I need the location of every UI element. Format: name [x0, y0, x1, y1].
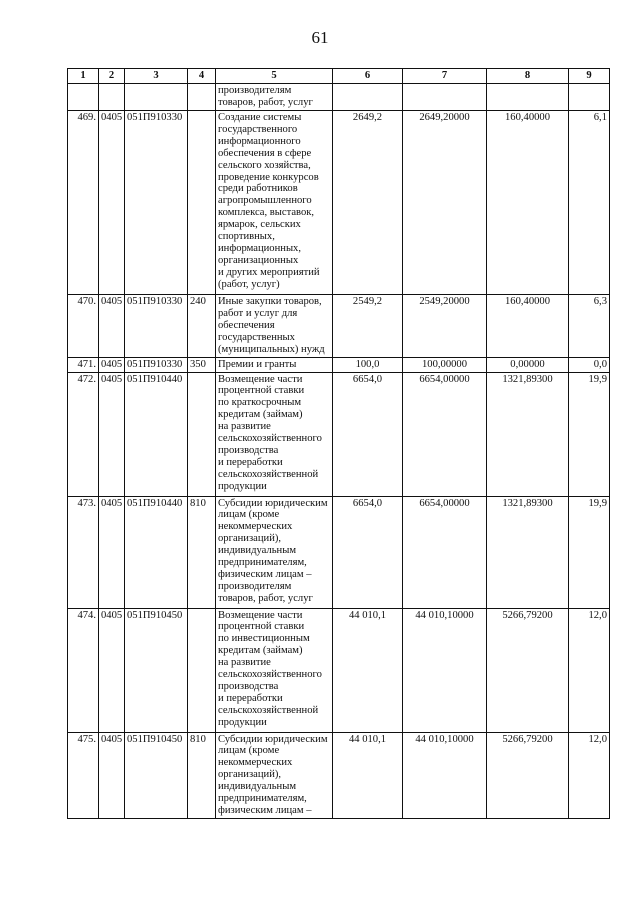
description-line: информационного — [218, 135, 301, 147]
description-line: организаций), — [218, 769, 282, 781]
description-line: производства — [218, 680, 279, 692]
description-line: на развитие — [218, 421, 271, 433]
planned-amount-cell: 44 010,1 — [333, 732, 403, 818]
description-line: процентной ставки — [218, 385, 305, 397]
target-article-cell: 051П910440 — [125, 496, 188, 608]
description-line: ярмарок, сельских — [218, 219, 301, 231]
description-line: агропромышленного — [218, 195, 312, 207]
row-number-cell: 471. — [68, 357, 99, 372]
executed-amount-cell — [487, 84, 569, 111]
row-number-cell: 472. — [68, 372, 99, 496]
description-line: сельскохозяйственного — [218, 433, 322, 445]
description-line: лицам (кроме — [218, 509, 280, 521]
description-line: предпринимателям, — [218, 793, 307, 805]
planned-amount-cell: 44 010,1 — [333, 608, 403, 732]
table-row — [68, 496, 610, 608]
execution-percent-cell: 6,3 — [569, 295, 610, 358]
planned-amount-cell: 100,0 — [333, 357, 403, 372]
section-code-cell: 0405 — [99, 357, 125, 372]
refined-amount-cell: 2549,20000 — [403, 295, 487, 358]
expense-type-cell: 810 — [188, 496, 216, 608]
description-line: и переработки — [218, 456, 283, 468]
refined-amount-cell: 6654,00000 — [403, 372, 487, 496]
description-line: обеспечения в сфере — [218, 147, 312, 159]
description-line: товаров, работ, услуг — [218, 96, 313, 108]
description-line: сельскохозяйственного — [218, 669, 322, 681]
description-cell — [216, 372, 333, 496]
description-line: физическим лицам – — [218, 804, 312, 816]
table-row — [68, 111, 610, 295]
description-line: организаций), — [218, 533, 282, 545]
executed-amount-cell: 1321,89300 — [487, 372, 569, 496]
expense-type-cell: 240 — [188, 295, 216, 358]
target-article-cell: 051П910330 — [125, 111, 188, 295]
execution-percent-cell: 19,9 — [569, 372, 610, 496]
column-header: 3 — [125, 69, 188, 84]
execution-percent-cell — [569, 84, 610, 111]
column-header: 9 — [569, 69, 610, 84]
row-number-cell: 470. — [68, 295, 99, 358]
description-cell — [216, 84, 333, 111]
description-line: производителям — [218, 580, 292, 592]
execution-percent-cell: 6,1 — [569, 111, 610, 295]
description-line: Возмещение части — [218, 373, 303, 385]
executed-amount-cell: 5266,79200 — [487, 608, 569, 732]
row-number-cell — [68, 84, 99, 111]
description-cell — [216, 496, 333, 608]
column-header: 6 — [333, 69, 403, 84]
table-row — [68, 84, 610, 111]
description-line: лицам (кроме — [218, 745, 280, 757]
executed-amount-cell: 160,40000 — [487, 111, 569, 295]
description-cell — [216, 732, 333, 818]
description-line: по краткосрочным — [218, 397, 302, 409]
executed-amount-cell: 5266,79200 — [487, 732, 569, 818]
target-article-cell: 051П910440 — [125, 372, 188, 496]
section-code-cell: 0405 — [99, 295, 125, 358]
description-line: кредитам (займам) — [218, 645, 303, 657]
execution-percent-cell: 12,0 — [569, 608, 610, 732]
description-line: продукции — [218, 716, 267, 728]
table-row — [68, 732, 610, 818]
column-header: 4 — [188, 69, 216, 84]
section-code-cell: 0405 — [99, 608, 125, 732]
refined-amount-cell: 100,00000 — [403, 357, 487, 372]
description-line: (работ, услуг) — [218, 278, 280, 290]
section-code-cell: 0405 — [99, 372, 125, 496]
expense-type-cell — [188, 608, 216, 732]
section-code-cell: 0405 — [99, 496, 125, 608]
description-line: спортивных, — [218, 231, 275, 243]
description-line: предпринимателям, — [218, 557, 307, 569]
target-article-cell: 051П910330 — [125, 357, 188, 372]
target-article-cell: 051П910330 — [125, 295, 188, 358]
table-header-row — [68, 69, 610, 84]
description-line: комплекса, выставок, — [218, 207, 315, 219]
executed-amount-cell: 0,00000 — [487, 357, 569, 372]
section-code-cell: 0405 — [99, 111, 125, 295]
description-line: производителям — [218, 85, 292, 96]
description-line: Субсидии юридическим — [218, 733, 328, 745]
description-line: Создание системы — [218, 112, 302, 123]
refined-amount-cell: 44 010,10000 — [403, 608, 487, 732]
description-line: обеспечения — [218, 319, 275, 331]
refined-amount-cell: 44 010,10000 — [403, 732, 487, 818]
column-header: 1 — [68, 69, 99, 84]
description-line: на развитие — [218, 657, 271, 669]
description-line: производства — [218, 444, 279, 456]
budget-table — [67, 68, 610, 819]
description-cell — [216, 295, 333, 358]
column-header: 8 — [487, 69, 569, 84]
description-line: сельскохозяйственной — [218, 468, 319, 480]
description-line: Субсидии юридическим — [218, 497, 328, 509]
planned-amount-cell: 2549,2 — [333, 295, 403, 358]
description-line: государственного — [218, 123, 298, 135]
description-line: организационных — [218, 254, 299, 266]
description-line: информационных, — [218, 242, 302, 254]
description-line: кредитам (займам) — [218, 409, 303, 421]
target-article-cell: 051П910450 — [125, 732, 188, 818]
description-line: товаров, работ, услуг — [218, 592, 313, 604]
row-number-cell: 473. — [68, 496, 99, 608]
planned-amount-cell: 6654,0 — [333, 372, 403, 496]
expense-type-cell: 810 — [188, 732, 216, 818]
table-row — [68, 608, 610, 732]
description-line: Возмещение части — [218, 609, 303, 621]
description-line: индивидуальным — [218, 545, 297, 557]
expense-type-cell — [188, 372, 216, 496]
planned-amount-cell — [333, 84, 403, 111]
row-number-cell: 469. — [68, 111, 99, 295]
description-line: некоммерческих — [218, 521, 293, 533]
expense-type-cell — [188, 84, 216, 111]
refined-amount-cell: 2649,20000 — [403, 111, 487, 295]
execution-percent-cell: 19,9 — [569, 496, 610, 608]
row-number-cell: 475. — [68, 732, 99, 818]
target-article-cell — [125, 84, 188, 111]
executed-amount-cell: 160,40000 — [487, 295, 569, 358]
description-cell — [216, 357, 333, 372]
description-line: работ и услуг для — [218, 307, 298, 319]
planned-amount-cell: 2649,2 — [333, 111, 403, 295]
description-line: среди работников — [218, 183, 298, 195]
description-line: сельского хозяйства, — [218, 159, 311, 171]
planned-amount-cell: 6654,0 — [333, 496, 403, 608]
executed-amount-cell: 1321,89300 — [487, 496, 569, 608]
column-header: 5 — [216, 69, 333, 84]
description-line: физическим лицам – — [218, 568, 312, 580]
table-row — [68, 295, 610, 358]
row-number-cell: 474. — [68, 608, 99, 732]
description-line: по инвестиционным — [218, 633, 310, 645]
description-line: продукции — [218, 480, 267, 492]
description-line: и переработки — [218, 692, 283, 704]
execution-percent-cell: 12,0 — [569, 732, 610, 818]
section-code-cell — [99, 84, 125, 111]
target-article-cell: 051П910450 — [125, 608, 188, 732]
description-line: процентной ставки — [218, 621, 305, 633]
refined-amount-cell — [403, 84, 487, 111]
refined-amount-cell: 6654,00000 — [403, 496, 487, 608]
description-line: некоммерческих — [218, 757, 293, 769]
expense-type-cell — [188, 111, 216, 295]
description-line: и других мероприятий — [218, 266, 320, 278]
column-header: 7 — [403, 69, 487, 84]
description-line: (муниципальных) нужд — [218, 343, 325, 355]
page-number: 61 — [311, 28, 329, 47]
description-line: Иные закупки товаров, — [218, 296, 322, 307]
description-cell — [216, 608, 333, 732]
execution-percent-cell: 0,0 — [569, 357, 610, 372]
description-line: сельскохозяйственной — [218, 704, 319, 716]
description-cell — [216, 111, 333, 295]
section-code-cell: 0405 — [99, 732, 125, 818]
description-line: Премии и гранты — [218, 358, 297, 370]
description-line: проведение конкурсов — [218, 171, 319, 183]
table-row — [68, 357, 610, 372]
description-line: государственных — [218, 331, 295, 343]
table-row — [68, 372, 610, 496]
expense-type-cell: 350 — [188, 357, 216, 372]
description-line: индивидуальным — [218, 781, 297, 793]
column-header: 2 — [99, 69, 125, 84]
